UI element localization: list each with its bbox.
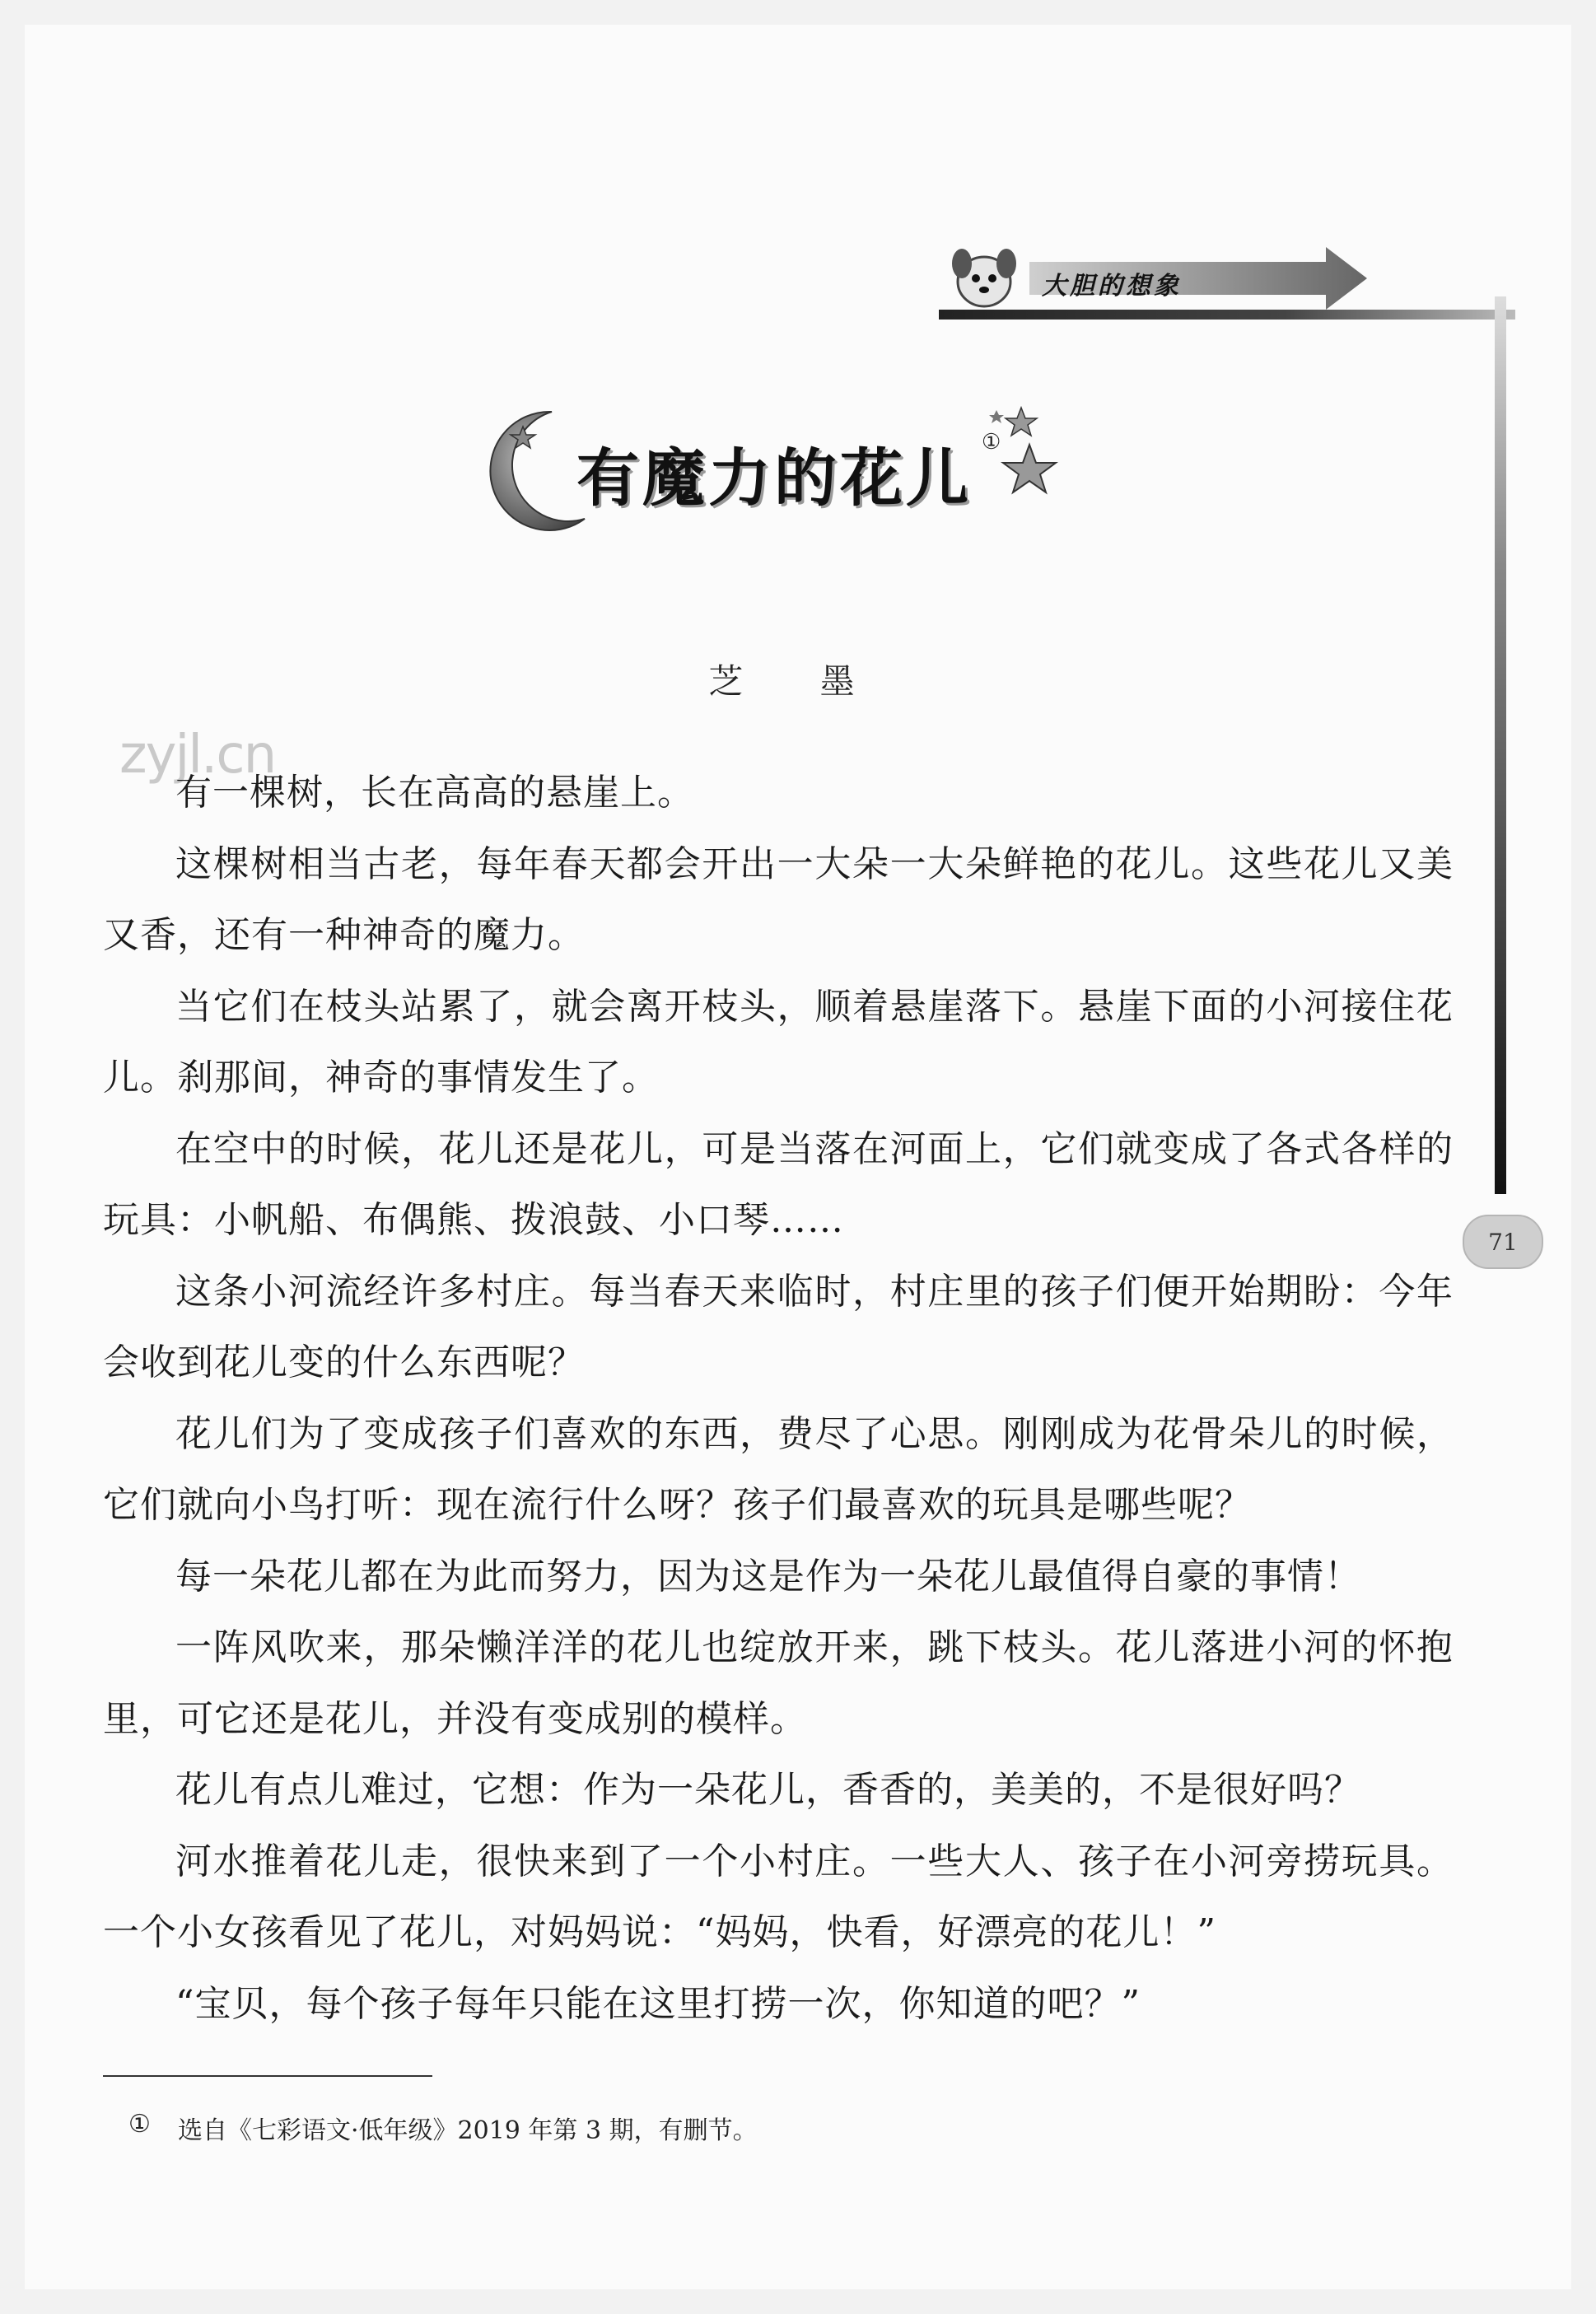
- paragraph: “宝贝，每个孩子每年只能在这里打捞一次，你知道的吧？”: [175, 1982, 1141, 2025]
- paragraph: 在空中的时候，花儿还是花儿，可是当落在河面上，它们就变成了各式各样的玩具：小帆船、布偶熊、拨浪鼓、小口琴……: [103, 1127, 1454, 1241]
- title-footnote-mark: ①: [982, 430, 1001, 455]
- book-page: [25, 25, 1571, 2289]
- title-area: [453, 395, 1112, 544]
- puppy-icon: [952, 249, 1016, 306]
- footnote-text: 选自《七彩语文·低年级》2019 年第 3 期，有删节。: [178, 2116, 758, 2145]
- footnote-divider: [103, 2075, 432, 2077]
- section-header: [939, 247, 1367, 313]
- section-title: 大胆的想象: [1042, 272, 1182, 301]
- footnote-mark: ①: [128, 2110, 151, 2139]
- watermark: zyjl.cn: [119, 725, 276, 786]
- paragraph: 有一棵树，长在高高的悬崖上。: [175, 772, 694, 814]
- paragraph: 这棵树相当古老，每年春天都会开出一大朵一大朵鲜艳的花儿。这些花儿又美又香，还有一种神奇的魔力。: [103, 842, 1454, 956]
- header-divider: [939, 310, 1515, 320]
- paragraph: 这条小河流经许多村庄。每当春天来临时，村庄里的孩子们便开始期盼：今年会收到花儿变的什么东西呢？: [103, 1270, 1454, 1383]
- paragraph: 当它们在枝头站累了，就会离开枝头，顺着悬崖落下。悬崖下面的小河接住花儿。刹那间，神奇的事情发生了。: [103, 985, 1454, 1099]
- paragraph: 花儿有点儿难过，它想：作为一朵花儿，香香的，美美的，不是很好吗？: [175, 1769, 1361, 1811]
- footnote: [128, 2110, 758, 2146]
- page-number: 71: [1463, 1215, 1543, 1269]
- paragraph: 每一朵花儿都在为此而努力，因为这是作为一朵花儿最值得自豪的事情！: [175, 1555, 1361, 1598]
- paragraph: 花儿们为了变成孩子们喜欢的东西，费尽了心思。刚刚成为花骨朵儿的时候，它们就向小鸟打听：现在流行什么呀？孩子们最喜欢的玩具是哪些呢？: [103, 1412, 1454, 1526]
- article-body: [103, 758, 1454, 2040]
- paragraph: 河水推着花儿走，很快来到了一个小村庄。一些大人、孩子在小河旁捞玩具。一个小女孩看见了花儿，对妈妈说：“妈妈，快看，好漂亮的花儿！”: [103, 1840, 1454, 1953]
- author: 芝 墨: [708, 661, 888, 702]
- article-title: 有魔力的花儿: [576, 441, 972, 515]
- paragraph: 一阵风吹来，那朵懒洋洋的花儿也绽放开来，跳下枝头。花儿落进小河的怀抱里，可它还是花儿，并没有变成别的模样。: [103, 1626, 1454, 1740]
- side-rule: [1495, 296, 1506, 1194]
